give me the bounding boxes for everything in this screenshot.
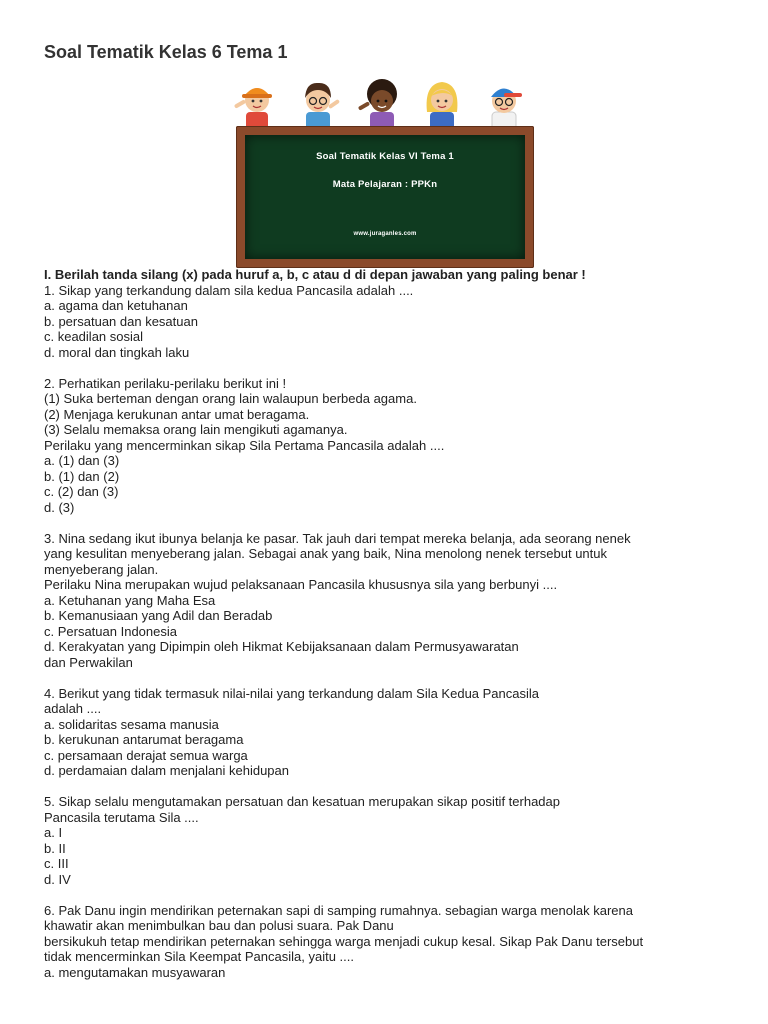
answer-option: a. solidaritas sesama manusia (44, 716, 219, 732)
instruction-text: I. Berilah tanda silang (x) pada huruf a, b, c atau d di depan jawaban yang paling benar ! (44, 267, 586, 282)
question-text-line: (3) Selalu memaksa orang lain mengikuti agamanya. (44, 422, 348, 437)
question-text-line: yang kesulitan menyeberang jalan. Sebagai anak yang baik, Nina menolong nenek tersebut untuk (44, 546, 607, 561)
question-text-line: menyeberang jalan. (44, 561, 159, 577)
question-text-line: Pancasila terutama Sila .... (44, 809, 199, 825)
answer-option: d. Kerakyatan yang Dipimpin oleh Hikmat Kebijaksanaan dalam Permusyawaratan (44, 639, 519, 654)
question-text-line: Perilaku Nina merupakan wujud pelaksanaan Pancasila khususnya sila yang berbunyi .... (44, 577, 558, 592)
question-text-line: khawatir akan menimbulkan bau dan polusi suara. Pak Danu (44, 918, 394, 933)
chalkboard-frame (236, 126, 534, 268)
answer-option: c. Persatuan Indonesia (44, 623, 177, 639)
question-spacer (44, 360, 744, 376)
child-afro (358, 79, 397, 132)
answer-option: b. kerukunan antarumat beragama (44, 732, 244, 747)
answer-option: c. (2) dan (3) (44, 484, 119, 499)
question-spacer (44, 887, 744, 903)
answer-option: d. (3) (44, 499, 75, 515)
question-text-line: (1) Suka berteman dengan orang lain walaupun berbeda agama. (44, 391, 417, 406)
banner-website: www.juraganles.com (353, 231, 417, 237)
question-text-line: 2. Perhatikan perilaku-perilaku berikut ini ! (44, 375, 287, 391)
question-2 (44, 376, 744, 516)
answer-option: b. persatuan dan kesatuan (44, 313, 198, 329)
question-spacer (44, 670, 744, 686)
banner-subject: Mata Pelajaran : PPKn (332, 179, 438, 190)
answer-option: b. Kemanusiaan yang Adil dan Beradab (44, 608, 273, 623)
question-3 (44, 531, 744, 671)
child-glasses (305, 83, 340, 132)
answer-option: a. (1) dan (3) (44, 453, 120, 468)
chalkboard (245, 135, 525, 259)
question-text-line: 3. Nina sedang ikut ibunya belanja ke pasar. Tak jauh dari tempat mereka belanja, ada seorang nenek (44, 530, 631, 546)
answer-option: c. keadilan sosial (44, 329, 143, 344)
answer-option: a. I (44, 825, 63, 840)
question-text-line: adalah .... (44, 701, 102, 716)
question-text-line: (2) Menjaga kerukunan antar umat beragama. (44, 406, 310, 422)
answer-option: b. (1) dan (2) (44, 468, 120, 484)
answer-option: d. perdamaian dalam menjalani kehidupan (44, 763, 289, 778)
question-text-line: 1. Sikap yang terkandung dalam sila kedua Pancasila adalah .... (44, 282, 414, 298)
child-blonde (427, 82, 458, 132)
banner-title: Soal Tematik Kelas VI Tema 1 (316, 151, 454, 162)
page-title: Soal Tematik Kelas 6 Tema 1 (44, 42, 288, 62)
question-text-line: 4. Berikut yang tidak termasuk nilai-nilai yang terkandung dalam Sila Kedua Pancasila (44, 685, 540, 701)
question-4 (44, 686, 744, 779)
answer-option: d. IV (44, 871, 71, 887)
banner-illustration (234, 72, 536, 268)
answer-option: a. Ketuhanan yang Maha Esa (44, 592, 216, 608)
question-text-line: Perilaku yang mencerminkan sikap Sila Pertama Pancasila adalah .... (44, 437, 445, 453)
answer-option: c. III (44, 856, 69, 871)
answer-option: a. agama dan ketuhanan (44, 298, 188, 313)
answer-option: b. II (44, 840, 66, 856)
question-text-line: tidak mencerminkan Sila Keempat Pancasila, yaitu .... (44, 949, 354, 964)
children-illustration (234, 72, 536, 134)
answer-option: d. moral dan tingkah laku (44, 344, 190, 360)
answer-option: c. persamaan derajat semua warga (44, 747, 248, 763)
question-6 (44, 903, 744, 981)
question-spacer (44, 515, 744, 531)
question-spacer (44, 779, 744, 795)
question-text-line: 5. Sikap selalu mengutamakan persatuan dan kesatuan merupakan sikap positif terhadap (44, 794, 560, 809)
answer-option: dan Perwakilan (44, 654, 133, 670)
question-5 (44, 794, 744, 887)
question-text-line: 6. Pak Danu ingin mendirikan peternakan sapi di samping rumahnya. sebagian warga menolak karena (44, 902, 633, 918)
question-list (44, 267, 744, 980)
question-text-line: bersikukuh tetap mendirikan peternakan sehingga warga menjadi cukup kesal. Sikap Pak Danu tersebut (44, 933, 644, 949)
question-1 (44, 283, 744, 361)
answer-option: a. mengutamakan musyawaran (44, 964, 226, 980)
